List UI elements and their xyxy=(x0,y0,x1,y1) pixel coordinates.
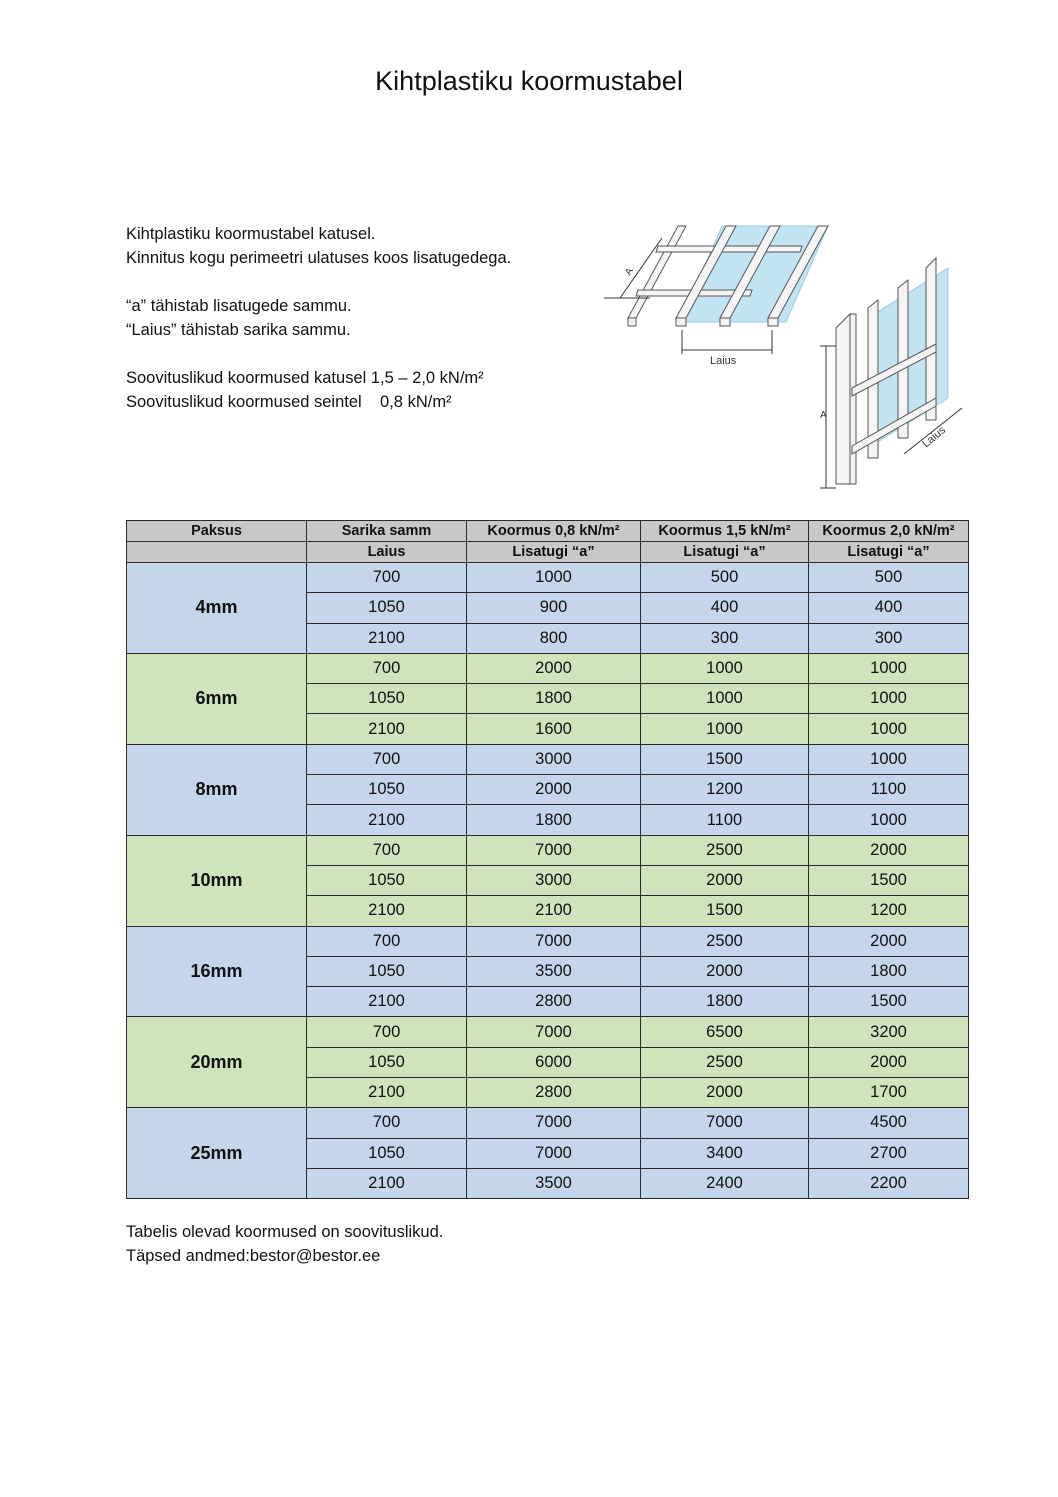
intro-line: “a” tähistab lisatugede sammu. xyxy=(126,297,352,315)
width-cell: 2100 xyxy=(307,1078,467,1108)
intro-text xyxy=(126,222,511,414)
load-cell: 300 xyxy=(641,623,809,653)
width-cell: 2100 xyxy=(307,714,467,744)
load-cell: 2000 xyxy=(809,926,969,956)
load-cell: 1000 xyxy=(809,805,969,835)
load-cell: 2000 xyxy=(467,653,641,683)
load-table xyxy=(126,520,969,1199)
load-cell: 3400 xyxy=(641,1138,809,1168)
load-cell: 3000 xyxy=(467,744,641,774)
load-cell: 6000 xyxy=(467,1047,641,1077)
roof-label-a: A xyxy=(623,266,636,278)
load-cell: 2000 xyxy=(641,1078,809,1108)
width-cell: 1050 xyxy=(307,865,467,895)
load-cell: 2800 xyxy=(467,1078,641,1108)
width-cell: 1050 xyxy=(307,1138,467,1168)
load-cell: 2500 xyxy=(641,1047,809,1077)
table-row xyxy=(127,563,969,593)
table-row xyxy=(127,1017,969,1047)
intro-line: Soovituslikud koormused seintel 0,8 kN/m² xyxy=(126,393,452,411)
width-cell: 1050 xyxy=(307,593,467,623)
load-cell: 1800 xyxy=(641,987,809,1017)
load-cell: 300 xyxy=(809,623,969,653)
load-cell: 1000 xyxy=(809,744,969,774)
table-row xyxy=(127,653,969,683)
wall-label-width: Laius xyxy=(920,424,949,451)
load-cell: 2000 xyxy=(809,1047,969,1077)
header-cell: Lisatugi “a” xyxy=(467,542,641,563)
load-cell: 1500 xyxy=(641,896,809,926)
load-cell: 500 xyxy=(641,563,809,593)
load-cell: 1000 xyxy=(809,684,969,714)
load-cell: 800 xyxy=(467,623,641,653)
width-cell: 700 xyxy=(307,1108,467,1138)
wall-label-a: A xyxy=(820,410,827,421)
load-cell: 7000 xyxy=(641,1108,809,1138)
load-cell: 1700 xyxy=(809,1078,969,1108)
width-cell: 2100 xyxy=(307,805,467,835)
load-cell: 2000 xyxy=(641,865,809,895)
table-subheader-row xyxy=(127,542,969,563)
page-title: Kihtplastiku koormustabel xyxy=(375,66,683,96)
width-cell: 2100 xyxy=(307,987,467,1017)
intro-line: Soovituslikud koormused katusel 1,5 – 2,0 kN/m² xyxy=(126,369,484,387)
header-cell: Sarika samm xyxy=(307,521,467,542)
load-cell: 7000 xyxy=(467,835,641,865)
header-cell: Paksus xyxy=(127,521,307,542)
width-cell: 2100 xyxy=(307,1168,467,1198)
load-cell: 3200 xyxy=(809,1017,969,1047)
thickness-cell: 16mm xyxy=(127,926,307,1017)
width-cell: 2100 xyxy=(307,623,467,653)
load-cell: 1000 xyxy=(467,563,641,593)
width-cell: 1050 xyxy=(307,1047,467,1077)
load-cell: 900 xyxy=(467,593,641,623)
load-cell: 2000 xyxy=(809,835,969,865)
roof-label-width: Laius xyxy=(710,355,737,367)
load-cell: 1800 xyxy=(467,684,641,714)
load-cell: 2000 xyxy=(467,775,641,805)
load-cell: 1000 xyxy=(641,714,809,744)
load-cell: 2500 xyxy=(641,835,809,865)
thickness-cell: 25mm xyxy=(127,1108,307,1199)
load-cell: 3500 xyxy=(467,1168,641,1198)
load-cell: 1200 xyxy=(809,896,969,926)
load-cell: 1500 xyxy=(809,865,969,895)
load-cell: 1000 xyxy=(641,684,809,714)
width-cell: 700 xyxy=(307,563,467,593)
load-cell: 2800 xyxy=(467,987,641,1017)
footer-line: Täpsed andmed:bestor@bestor.ee xyxy=(126,1247,381,1265)
load-cell: 2500 xyxy=(641,926,809,956)
width-cell: 700 xyxy=(307,835,467,865)
wall-diagram xyxy=(808,248,974,494)
header-cell: Koormus 2,0 kN/m² xyxy=(809,521,969,542)
header-cell xyxy=(127,542,307,563)
load-cell: 7000 xyxy=(467,1017,641,1047)
intro-line: “Laius” tähistab sarika sammu. xyxy=(126,321,351,339)
thickness-cell: 4mm xyxy=(127,563,307,654)
load-cell: 6500 xyxy=(641,1017,809,1047)
load-cell: 3500 xyxy=(467,956,641,986)
load-cell: 1500 xyxy=(641,744,809,774)
load-cell: 4500 xyxy=(809,1108,969,1138)
footer-note xyxy=(126,1220,443,1268)
load-cell: 7000 xyxy=(467,1108,641,1138)
width-cell: 700 xyxy=(307,744,467,774)
header-cell: Laius xyxy=(307,542,467,563)
load-cell: 1800 xyxy=(467,805,641,835)
load-cell: 1000 xyxy=(809,714,969,744)
header-cell: Koormus 1,5 kN/m² xyxy=(641,521,809,542)
thickness-cell: 20mm xyxy=(127,1017,307,1108)
roof-diagram xyxy=(600,218,832,370)
load-cell: 3000 xyxy=(467,865,641,895)
load-cell: 500 xyxy=(809,563,969,593)
header-cell: Koormus 0,8 kN/m² xyxy=(467,521,641,542)
load-cell: 7000 xyxy=(467,1138,641,1168)
load-cell: 1000 xyxy=(641,653,809,683)
load-cell: 7000 xyxy=(467,926,641,956)
table-row xyxy=(127,744,969,774)
thickness-cell: 8mm xyxy=(127,744,307,835)
intro-line: Kihtplastiku koormustabel katusel. xyxy=(126,225,376,243)
load-cell: 1000 xyxy=(809,653,969,683)
footer-line: Tabelis olevad koormused on soovituslikud. xyxy=(126,1223,444,1241)
table-row xyxy=(127,1108,969,1138)
load-cell: 1200 xyxy=(641,775,809,805)
load-cell: 2400 xyxy=(641,1168,809,1198)
width-cell: 1050 xyxy=(307,956,467,986)
load-cell: 400 xyxy=(641,593,809,623)
load-cell: 1100 xyxy=(641,805,809,835)
load-cell: 2000 xyxy=(641,956,809,986)
thickness-cell: 6mm xyxy=(127,653,307,744)
width-cell: 700 xyxy=(307,926,467,956)
load-cell: 1500 xyxy=(809,987,969,1017)
table-row xyxy=(127,926,969,956)
load-cell: 1600 xyxy=(467,714,641,744)
load-cell: 2700 xyxy=(809,1138,969,1168)
width-cell: 700 xyxy=(307,1017,467,1047)
width-cell: 2100 xyxy=(307,896,467,926)
load-cell: 1800 xyxy=(809,956,969,986)
table-header-row xyxy=(127,521,969,542)
load-cell: 1100 xyxy=(809,775,969,805)
load-cell: 2200 xyxy=(809,1168,969,1198)
table-row xyxy=(127,835,969,865)
header-cell: Lisatugi “a” xyxy=(809,542,969,563)
width-cell: 1050 xyxy=(307,684,467,714)
thickness-cell: 10mm xyxy=(127,835,307,926)
load-cell: 2100 xyxy=(467,896,641,926)
intro-line: Kinnitus kogu perimeetri ulatuses koos lisatugedega. xyxy=(126,249,512,267)
width-cell: 700 xyxy=(307,653,467,683)
width-cell: 1050 xyxy=(307,775,467,805)
header-cell: Lisatugi “a” xyxy=(641,542,809,563)
load-cell: 400 xyxy=(809,593,969,623)
